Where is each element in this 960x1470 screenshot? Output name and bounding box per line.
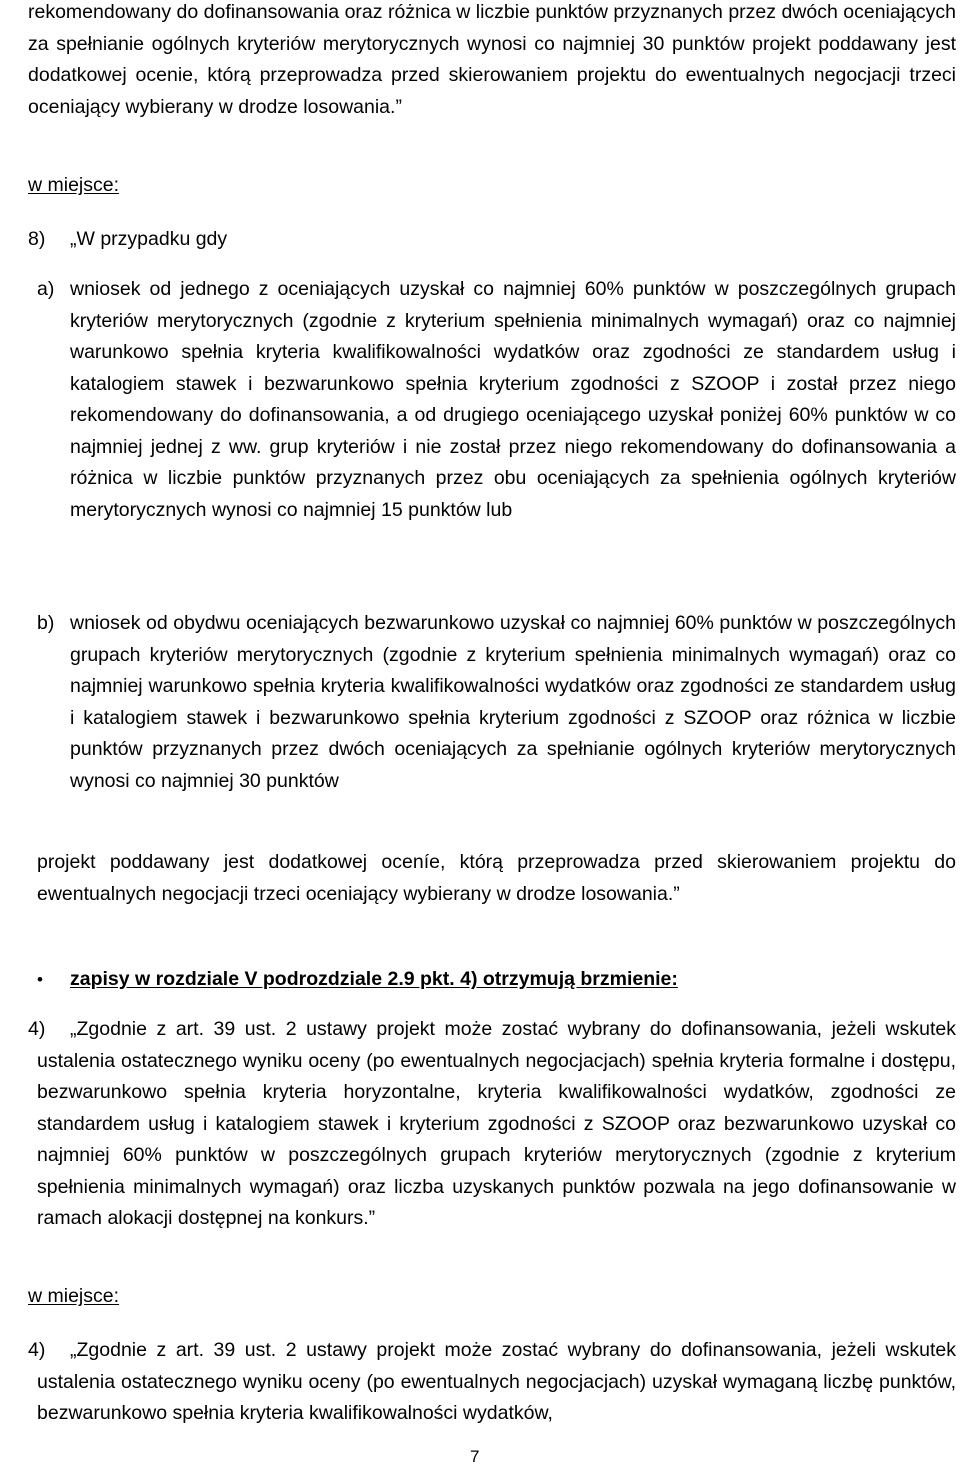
continuation-paragraph: rekomendowany do dofinansowania oraz różnica w liczbie punktów przyznanych przez dwóch oceniających za spełnianie ogólnych kryteriów merytorycznych wynosi co najmniej 30 punktów projekt poddawany jest dodatkowej ocenie, którą przeprowadza przed skierowaniem projektu do ewentualnych negocjacji trzeci oceniający wybierany w drodze losowania.” bbox=[28, 1, 956, 118]
point-4-old-text: „Zgodnie z art. 39 ust. 2 ustawy projekt może zostać wybrany do dofinansowania, jeżeli wskutek ustalenia ostatecznego wyniku oceny (po ewentualnych negocjacjach) uzyskał wymaganą liczbę punktów, bezwarunkowo spełnia kryteria kwalifikowalności wydatków, bbox=[37, 1339, 956, 1424]
point-8-conclusion: projekt poddawany jest dodatkowej oceníe, którą przeprowadza przed skierowaniem projektu do ewentualnych negocjacji trzeci oceniający wybierany w drodze losowania.” bbox=[37, 851, 956, 905]
page-number: 7 bbox=[470, 1447, 480, 1466]
point-4-old-number: 4) bbox=[28, 1339, 46, 1361]
point-8a-label: a) bbox=[37, 278, 55, 300]
point-8a-text: wniosek od jednego z oceniających uzyskał co najmniej 60% punktów w poszczególnych grupach kryteriów merytorycznych (zgodnie z kryterium spełnienia minimalnych wymagań) oraz co najmniej warunkowo spełnia kryteria kwalifikowalności wydatków oraz zgodności ze standardem usług i katalogiem stawek i bezwarunkowo spełnia kryterium zgodności z SZOOP i został przez niego rekomendowany do dofinansowania, a od drugiego oceniającego uzyskał poniżej 60% punktów w co najmniej jednej z ww. grup kryteriów i nie został przez niego rekomendowany do dofinansowania a różnica w liczbie punktów przyznanych przez obu oceniających za spełnienia ogólnych kryteriów merytorycznych wynosi co najmniej 15 punktów lub bbox=[70, 278, 956, 521]
point-4-new-number: 4) bbox=[28, 1018, 46, 1040]
replace-label-2: w miejsce: bbox=[28, 1285, 120, 1307]
point-8b-label: b) bbox=[37, 612, 55, 634]
point-8b-text: wniosek od obydwu oceniających bezwarunkowo uzyskał co najmniej 60% punktów w poszczególnych grupach kryteriów merytorycznych (zgodnie z kryterium spełnienia minimalnych wymagań) oraz co najmniej warunkowo spełnia kryteria kwalifikowalności wydatków oraz zgodności ze standardem usług i katalogiem stawek i bezwarunkowo spełnia kryterium zgodności z SZOOP oraz różnica w liczbie punktów przyznanych przez dwóch oceniających za spełnianie ogólnych kryteriów merytorycznych wynosi co najmniej 30 punktów bbox=[70, 612, 956, 792]
point-8-number: 8) bbox=[28, 228, 46, 250]
amendment-heading: zapisy w rozdziale V podrozdziale 2.9 pkt. 4) otrzymują brzmienie: bbox=[70, 968, 678, 990]
replace-label: w miejsce: bbox=[28, 174, 120, 196]
point-8-intro: „W przypadku gdy bbox=[70, 228, 228, 250]
bullet-icon: • bbox=[37, 970, 43, 989]
point-4-new-text: „Zgodnie z art. 39 ust. 2 ustawy projekt może zostać wybrany do dofinansowania, jeżeli wskutek ustalenia ostatecznego wyniku oceny (po ewentualnych negocjacjach) spełnia kryteria formalne i dostępu, bezwarunkowo spełnia kryteria horyzontalne, kryteria kwalifikowalności wydatków, zgodności ze standardem usług i katalogiem stawek i kryterium zgodności z SZOOP oraz bezwarunkowo uzyskał co najmniej 60% punktów w poszczególnych grupach kryteriów merytorycznych (zgodnie z kryterium spełnienia minimalnych wymagań) oraz liczba uzyskanych punktów pozwala na jego dofinansowanie w ramach alokacji dostępnej na konkurs.” bbox=[37, 1018, 956, 1229]
